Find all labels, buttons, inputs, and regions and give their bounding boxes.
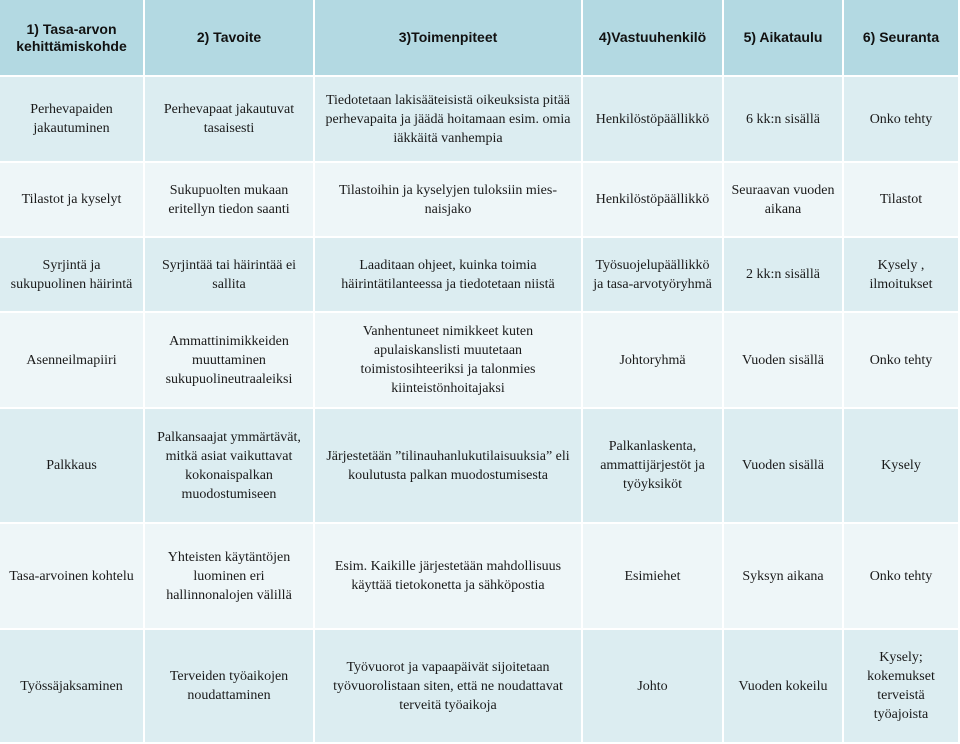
cell-target: Perhevapaiden jakautuminen [0, 77, 145, 163]
cell-goal: Terveiden työaikojen noudattaminen [145, 630, 315, 744]
cell-responsible: Johto [583, 630, 724, 744]
header-development-target: 1) Tasa-arvon kehittämiskohde [0, 0, 145, 77]
header-goal: 2) Tavoite [145, 0, 315, 77]
cell-responsible: Työsuojelupäällikkö ja tasa-arvotyöryhmä [583, 238, 724, 313]
cell-actions: Työvuorot ja vapaapäivät sijoitetaan työvuorolistaan siten, että ne noudattavat terveitä työaikoja [315, 630, 583, 744]
cell-responsible: Palkanlaskenta, ammattijärjestöt ja työyksiköt [583, 409, 724, 524]
cell-follow-up: Onko tehty [844, 77, 960, 163]
cell-target: Tilastot ja kyselyt [0, 163, 145, 238]
cell-actions: Tiedotetaan lakisääteisistä oikeuksista pitää perhevapaita ja jäädä hoitamaan esim. omia iäkkäitä vanhempia [315, 77, 583, 163]
table-row [0, 238, 960, 313]
cell-responsible: Johtoryhmä [583, 313, 724, 409]
table-row [0, 77, 960, 163]
cell-actions: Laaditaan ohjeet, kuinka toimia häirintätilanteessa ja tiedotetaan niistä [315, 238, 583, 313]
header-actions: 3)Toimenpiteet [315, 0, 583, 77]
cell-schedule: Syksyn aikana [724, 524, 844, 630]
cell-actions: Vanhentuneet nimikkeet kuten apulaiskanslisti muutetaan toimistosihteeriksi ja talonmies kiinteistönhoitajaksi [315, 313, 583, 409]
table-row [0, 409, 960, 524]
table-row [0, 163, 960, 238]
header-responsible-person: 4)Vastuuhenkilö [583, 0, 724, 77]
cell-follow-up: Kysely; kokemukset terveistä työajoista [844, 630, 960, 744]
cell-responsible: Henkilöstöpäällikkö [583, 77, 724, 163]
cell-follow-up: Tilastot [844, 163, 960, 238]
cell-schedule: Vuoden kokeilu [724, 630, 844, 744]
cell-responsible: Esimiehet [583, 524, 724, 630]
cell-goal: Sukupuolten mukaan eritellyn tiedon saanti [145, 163, 315, 238]
cell-goal: Palkansaajat ymmärtävät, mitkä asiat vaikuttavat kokonaispalkan muodostumiseen [145, 409, 315, 524]
table-row [0, 524, 960, 630]
cell-schedule: Vuoden sisällä [724, 409, 844, 524]
cell-follow-up: Onko tehty [844, 313, 960, 409]
header-row [0, 0, 960, 77]
table-row [0, 313, 960, 409]
cell-goal: Perhevapaat jakautuvat tasaisesti [145, 77, 315, 163]
cell-actions: Esim. Kaikille järjestetään mahdollisuus käyttää tietokonetta ja sähköpostia [315, 524, 583, 630]
cell-follow-up: Onko tehty [844, 524, 960, 630]
cell-target: Syrjintä ja sukupuolinen häirintä [0, 238, 145, 313]
cell-schedule: Vuoden sisällä [724, 313, 844, 409]
cell-actions: Järjestetään ”tilinauhanlukutilaisuuksia” eli koulutusta palkan muodostumisesta [315, 409, 583, 524]
cell-schedule: 2 kk:n sisällä [724, 238, 844, 313]
cell-goal: Yhteisten käytäntöjen luominen eri hallinnonalojen välillä [145, 524, 315, 630]
cell-schedule: 6 kk:n sisällä [724, 77, 844, 163]
cell-goal: Syrjintää tai häirintää ei sallita [145, 238, 315, 313]
cell-responsible: Henkilöstöpäällikkö [583, 163, 724, 238]
header-schedule: 5) Aikataulu [724, 0, 844, 77]
cell-target: Palkkaus [0, 409, 145, 524]
cell-target: Tasa-arvoinen kohtelu [0, 524, 145, 630]
cell-target: Asenneilmapiiri [0, 313, 145, 409]
cell-schedule: Seuraavan vuoden aikana [724, 163, 844, 238]
cell-goal: Ammattinimikkeiden muuttaminen sukupuolineutraaleiksi [145, 313, 315, 409]
cell-follow-up: Kysely [844, 409, 960, 524]
header-follow-up: 6) Seuranta [844, 0, 960, 77]
cell-follow-up: Kysely , ilmoitukset [844, 238, 960, 313]
cell-target: Työssäjaksaminen [0, 630, 145, 744]
table-row [0, 630, 960, 744]
cell-actions: Tilastoihin ja kyselyjen tuloksiin mies-naisjako [315, 163, 583, 238]
